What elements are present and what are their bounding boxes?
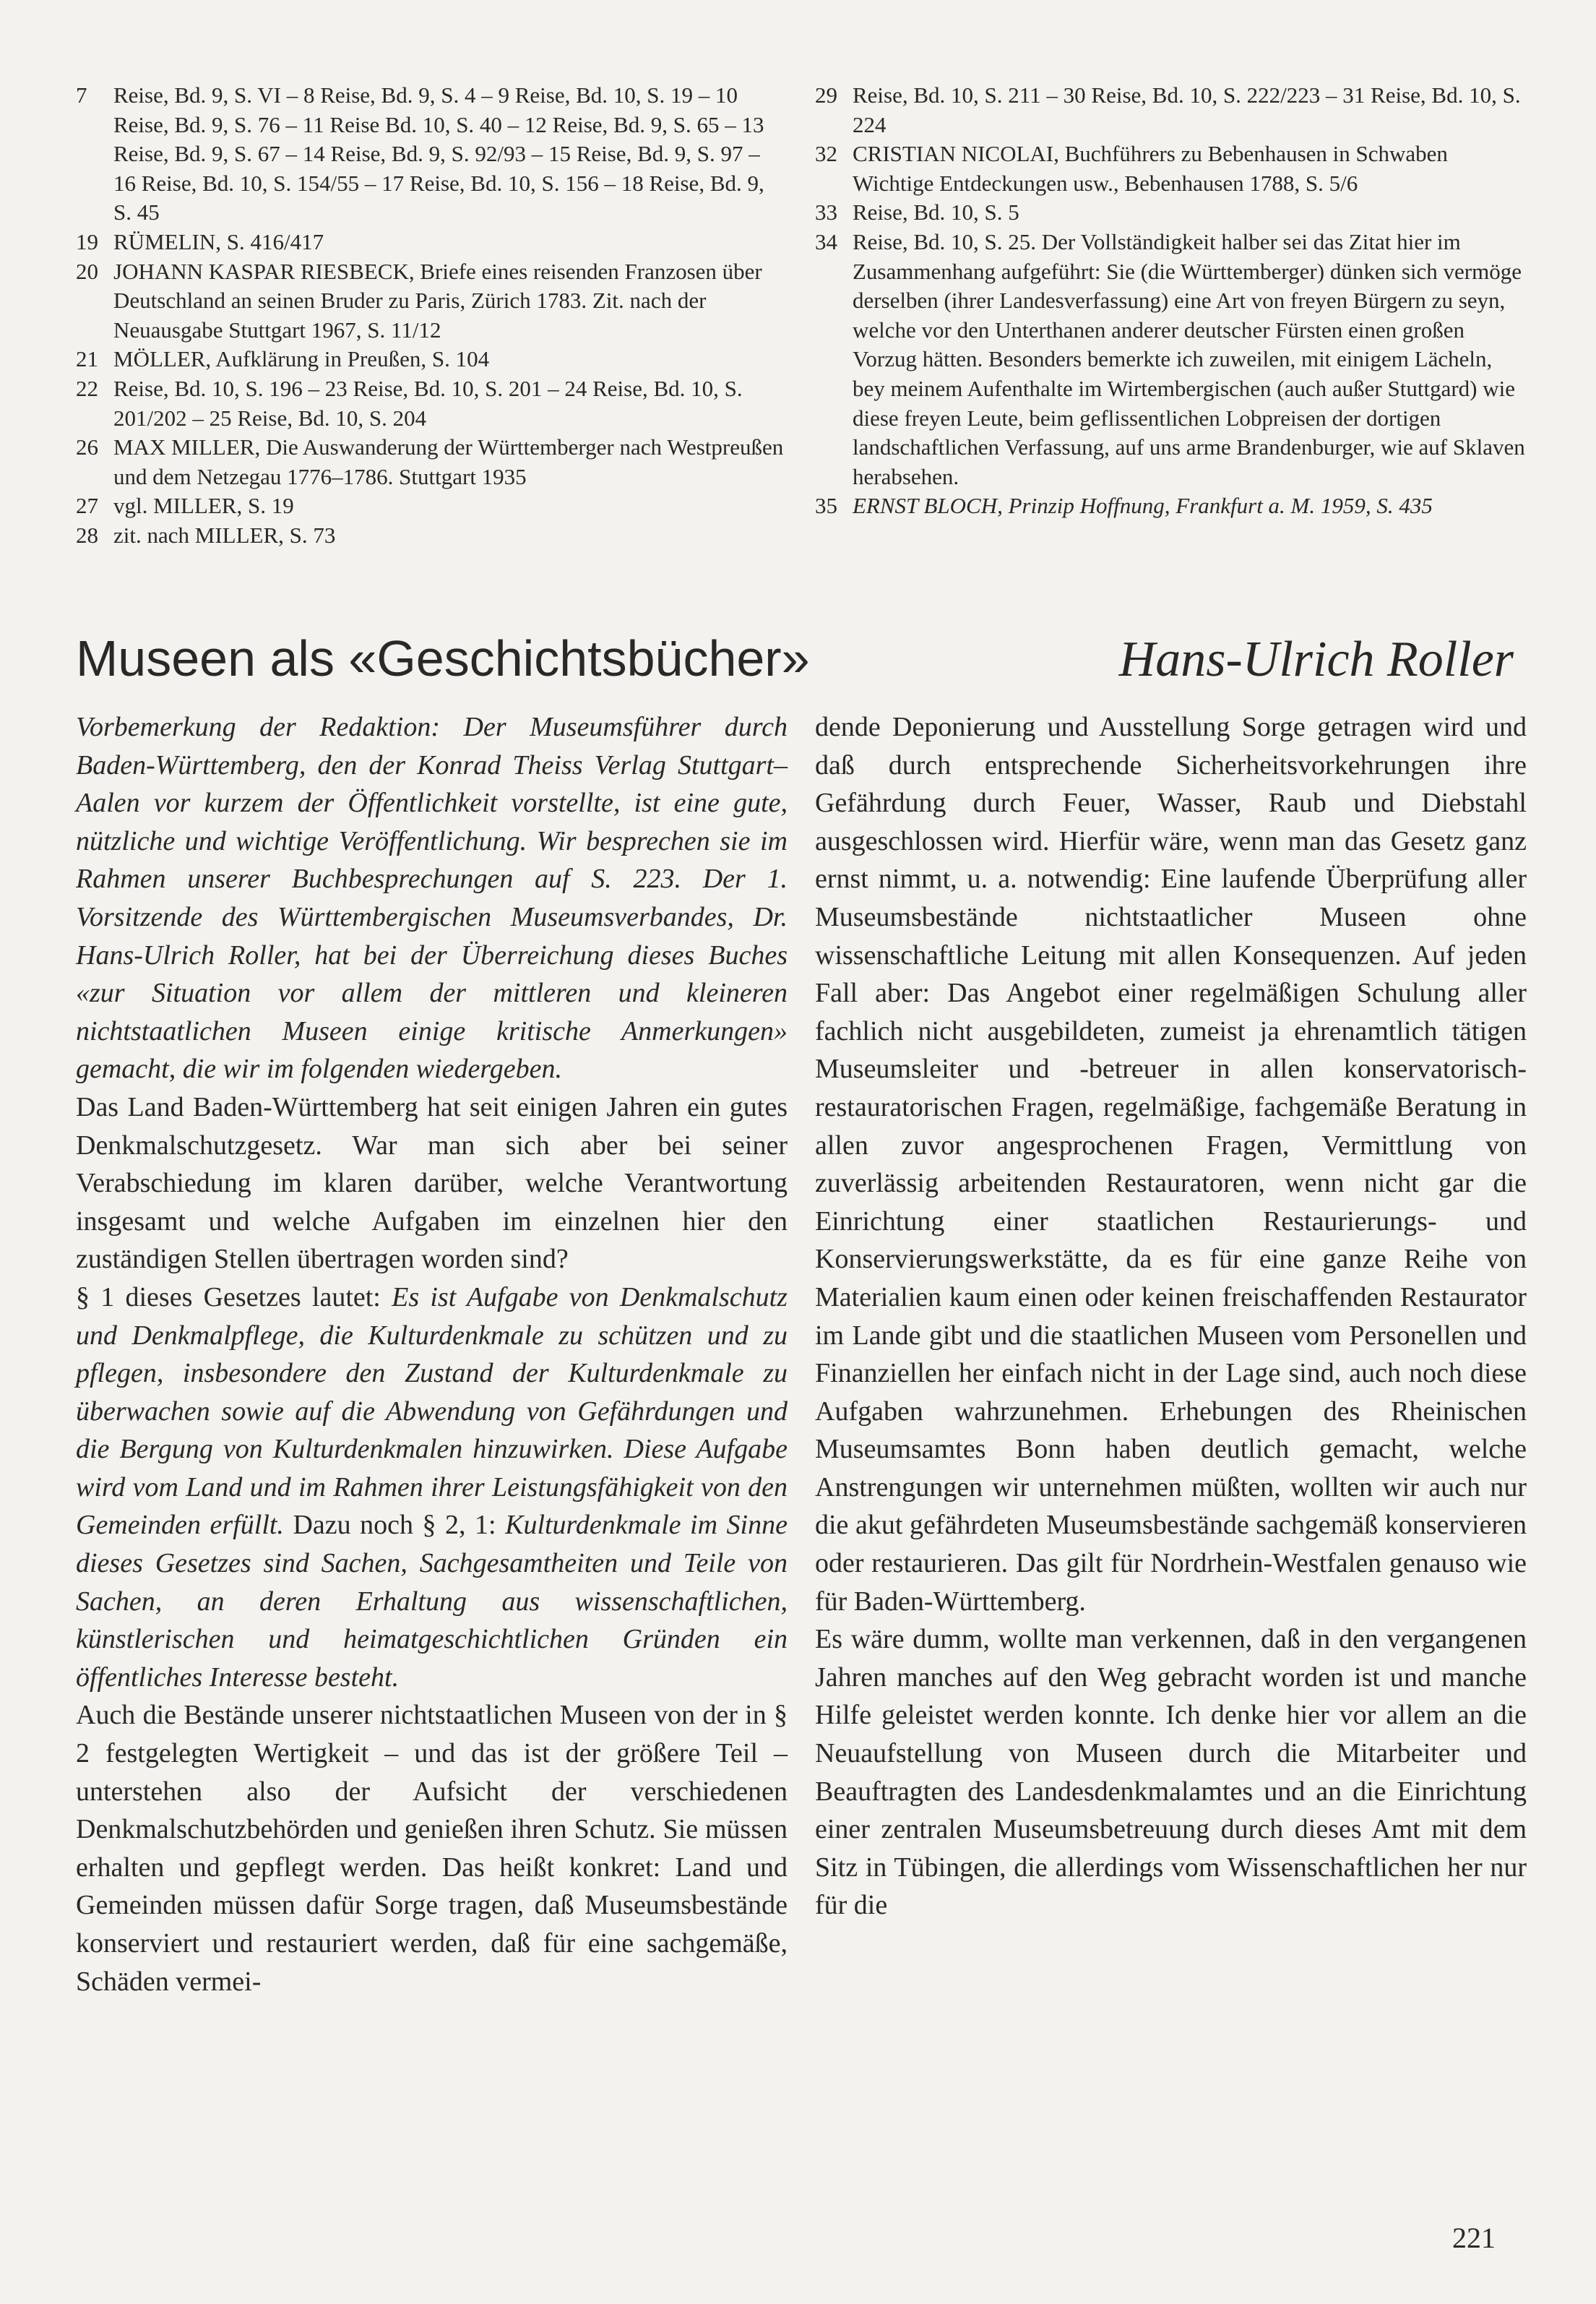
footnote-text: CRISTIAN NICOLAI, Buchführers zu Bebenhausen in Schwaben Wichtige Entdeckungen usw., Bebenhausen 1788, S. 5/6 [853, 141, 1448, 196]
footnote [815, 198, 1527, 228]
footnote-number: 26 [76, 434, 98, 460]
footnote [76, 521, 788, 551]
footnotes-right [815, 81, 1527, 521]
editorial-intro [76, 708, 788, 1088]
paragraph [76, 1278, 788, 1697]
paragraph-text: Dazu noch § 2, 1: [283, 1510, 506, 1541]
footnote-text: Reise, Bd. 10, S. 211 – 30 Reise, Bd. 10, S. 222/223 – 31 Reise, Bd. 10, S. 224 [853, 82, 1521, 137]
paragraph [815, 708, 1527, 1620]
paragraph [76, 1696, 788, 2000]
article-title: Museen als «Geschichtsbücher» [76, 630, 810, 687]
page-number: 221 [1452, 2222, 1496, 2254]
footnote-text: RÜMELIN, S. 416/417 [113, 228, 324, 254]
footnote-number: 20 [76, 258, 98, 284]
footnote-number: 19 [76, 228, 98, 254]
paragraph [76, 1088, 788, 1278]
footnote-number: 28 [76, 522, 98, 548]
footnote-text: Reise, Bd. 9, S. VI – 8 Reise, Bd. 9, S. 4 – 9 Reise, Bd. 10, S. 19 – 10 Reise, Bd. 9, S. 76 – 11 Reise Bd. 10, S. 40 – 12 Reise, Bd. 9, S. 65 – 13 Reise, Bd. 9, S. 67 – 14 Reise, Bd. 9, S. 92/93 – 15 Reise, Bd. 9, S. 97 – 16 Reise, Bd. 10, S. 154/55 – 17 Reise, Bd. 10, S. 156 – 18 Reise, Bd. 9, S. 45 [113, 82, 764, 225]
footnote-text: MAX MILLER, Die Auswanderung der Württemberger nach Westpreußen und dem Netzegau 1776–1786. Stuttgart 1935 [113, 434, 784, 489]
article-author: Hans-Ulrich Roller [1118, 632, 1514, 687]
paragraph-text: Es wäre dumm, wollte man verkennen, daß in den vergangenen Jahren manches auf den Weg gebracht worden ist und manche Hilfe geleistet werden konnte. Ich denke hier vor allem an die Neuaufstellung von Museen durch die Mitarbeiter und Beauftragten des Landesdenkmalamtes und an die Einrichtung einer zentralen Museumsbetreuung durch dieses Amt mit dem Sitz in Tübingen, die allerdings vom Wissenschaftlichen her nur für die [815, 1624, 1527, 1921]
footnote [76, 257, 788, 345]
footnote-number: 27 [76, 493, 98, 519]
footnote-number: 7 [76, 82, 87, 108]
footnote [815, 228, 1527, 491]
text-column-right [815, 708, 1527, 1925]
footnote-number: 35 [815, 493, 837, 519]
paragraph-text: § 1 dieses Gesetzes lautet: [76, 1281, 392, 1312]
footnote-text: Reise, Bd. 10, S. 25. Der Vollständigkeit halber sei das Zitat hier im Zusammenhang aufgeführt: Sie (die Württemberger) dünken sich vermöge derselben (ihrer Landesverfassung) eine Art von freyen Bürgern zu seyn, welche vor den Unterthanen anderer deutscher Fürsten einen großen Vorzug hätten. Besonders bemerkte ich zuweilen, mit einigem Lächeln, bey meinem Aufenthalte im Wirtembergischen (auch außer Stuttgard) wie diese freyen Leute, beim geflissentlichen Lobpreisen der dortigen landschaftlichen Verfassung, auf uns arme Brandenburger, wie auf Sklaven herabsehen. [853, 228, 1525, 489]
footnote-text: vgl. MILLER, S. 19 [113, 493, 294, 519]
footnote [76, 81, 788, 228]
footnote [76, 228, 788, 257]
footnote-text: ERNST BLOCH, Prinzip Hoffnung, Frankfurt a. M. 1959, S. 435 [853, 493, 1433, 519]
footnote-number: 32 [815, 141, 837, 167]
law-quote: Kulturdenkmale im Sinne dieses Gesetzes sind Sachen, Sachgesamtheiten und Teile von Sachen, an deren Erhaltung aus wissenschaftlichen, künstlerischen und heimatgeschichtlichen Gründen ein öffentliches Interesse besteht. [76, 1510, 788, 1693]
footnote-number: 22 [76, 375, 98, 401]
footnote [76, 374, 788, 433]
footnote [76, 345, 788, 374]
footnote [76, 433, 788, 491]
footnotes-left [76, 81, 788, 551]
footnote-text: zit. nach MILLER, S. 73 [113, 522, 336, 548]
paragraph [815, 1620, 1527, 1925]
footnote [815, 81, 1527, 139]
footnote [76, 491, 788, 521]
paragraph-text: Auch die Bestände unserer nichtstaatlichen Museen von der in § 2 festgelegten Wertigkeit – und das ist der größere Teil – unterstehen also der Aufsicht der verschiedenen Denkmalschutzbehörden und genießen ihren Schutz. Sie müssen erhalten und gepflegt werden. Das heißt konkret: Land und Gemeinden müssen dafür Sorge tragen, daß Museumsbestände konserviert und restauriert werden, daß für eine sachgemäße, Schäden vermei- [76, 1700, 788, 1997]
footnote-number: 21 [76, 346, 98, 372]
law-quote: Es ist Aufgabe von Denkmalschutz und Denkmalpflege, die Kulturdenkmale zu schützen und zu pflegen, insbesondere den Zustand der Kulturdenkmale zu überwachen sowie auf die Abwendung von Gefährdungen und die Bergung von Kulturdenkmalen hinzuwirken. Diese Aufgabe wird vom Land und im Rahmen ihrer Leistungsfähigkeit von den Gemeinden erfüllt. [76, 1281, 788, 1541]
footnote-number: 34 [815, 228, 837, 254]
paragraph-text: dende Deponierung und Ausstellung Sorge getragen wird und daß durch entsprechende Sicherheitsvorkehrungen ihre Gefährdung durch Feuer, Wasser, Raub und Diebstahl ausgeschlossen wird. Hierfür wäre, wenn man das Gesetz ganz ernst nimmt, u. a. notwendig: Eine laufende Überprüfung aller Museumsbestände nichtstaatlicher Museen ohne wissenschaftliche Leitung mit allen Konsequenzen. Auf jeden Fall aber: Das Angebot einer regelmäßigen Schulung aller fachlich nicht ausgebildeten, zumeist ja ehrenamtlich tätigen Museumsleiter und -betreuer in allen konservatorisch-restauratorischen Fragen, regelmäßige, fachgemäße Beratung in allen zuvor angesprochenen Fragen, Vermittlung von zuverlässig arbeitenden Restauratoren, wenn nicht gar die Einrichtung einer staatlichen Restaurierungs- und Konservierungswerkstätte, da es für eine ganze Reihe von Materialien kaum einen oder keinen freischaffenden Restaurator im Lande gibt und die staatlichen Museen vom Personellen und Finanziellen her einfach nicht in der Lage sind, auch noch diese Aufgaben wahrzunehmen. Erhebungen des Rheinischen Museumsamtes Bonn haben deutlich gemacht, welche Anstrengungen wir unternehmen müßten, wollten wir auch nur die akut gefährdeten Museumsbestände sachgemäß konservieren oder restaurieren. Das gilt für Nordrhein-Westfalen genauso wie für Baden-Württemberg. [815, 712, 1527, 1617]
footnote-number: 33 [815, 199, 837, 225]
footnote-text: Reise, Bd. 10, S. 5 [853, 199, 1019, 225]
footnote [815, 491, 1527, 521]
intro-text: Vorbemerkung der Redaktion: Der Museumsführer durch Baden-Württemberg, den der Konrad Theiss Verlag Stuttgart–Aalen vor kurzem der Öffentlichkeit vorstellte, ist eine gute, nützliche und wichtige Veröffentlichung. Wir besprechen sie im Rahmen unserer Buchbesprechungen auf S. 223. Der 1. Vorsitzende des Württembergischen Museumsverbandes, Dr. Hans-Ulrich Roller, hat bei der Überreichung dieses Buches «zur Situation vor allem der mittleren und kleineren nichtstaatlichen Museen einige kritische Anmerkungen» gemacht, die wir im folgenden wiedergeben. [76, 712, 788, 1085]
paragraph-text: Das Land Baden-Württemberg hat seit einigen Jahren ein gutes Denkmalschutzgesetz. War man sich aber bei seiner Verabschiedung im klaren darüber, welche Verantwortung insgesamt und welche Aufgaben im einzelnen hier den zuständigen Stellen übertragen worden sind? [76, 1091, 788, 1275]
text-column-left [76, 708, 788, 2000]
article-heading [76, 626, 1514, 692]
footnote-text: MÖLLER, Aufklärung in Preußen, S. 104 [113, 346, 490, 372]
footnote-text: JOHANN KASPAR RIESBECK, Briefe eines reisenden Franzosen über Deutschland an seinen Bruder zu Paris, Zürich 1783. Zit. nach der Neuausgabe Stuttgart 1967, S. 11/12 [113, 258, 762, 343]
footnote-number: 29 [815, 82, 837, 108]
footnote [815, 139, 1527, 198]
footnote-text: Reise, Bd. 10, S. 196 – 23 Reise, Bd. 10, S. 201 – 24 Reise, Bd. 10, S. 201/202 – 25 Reise, Bd. 10, S. 204 [113, 375, 743, 431]
